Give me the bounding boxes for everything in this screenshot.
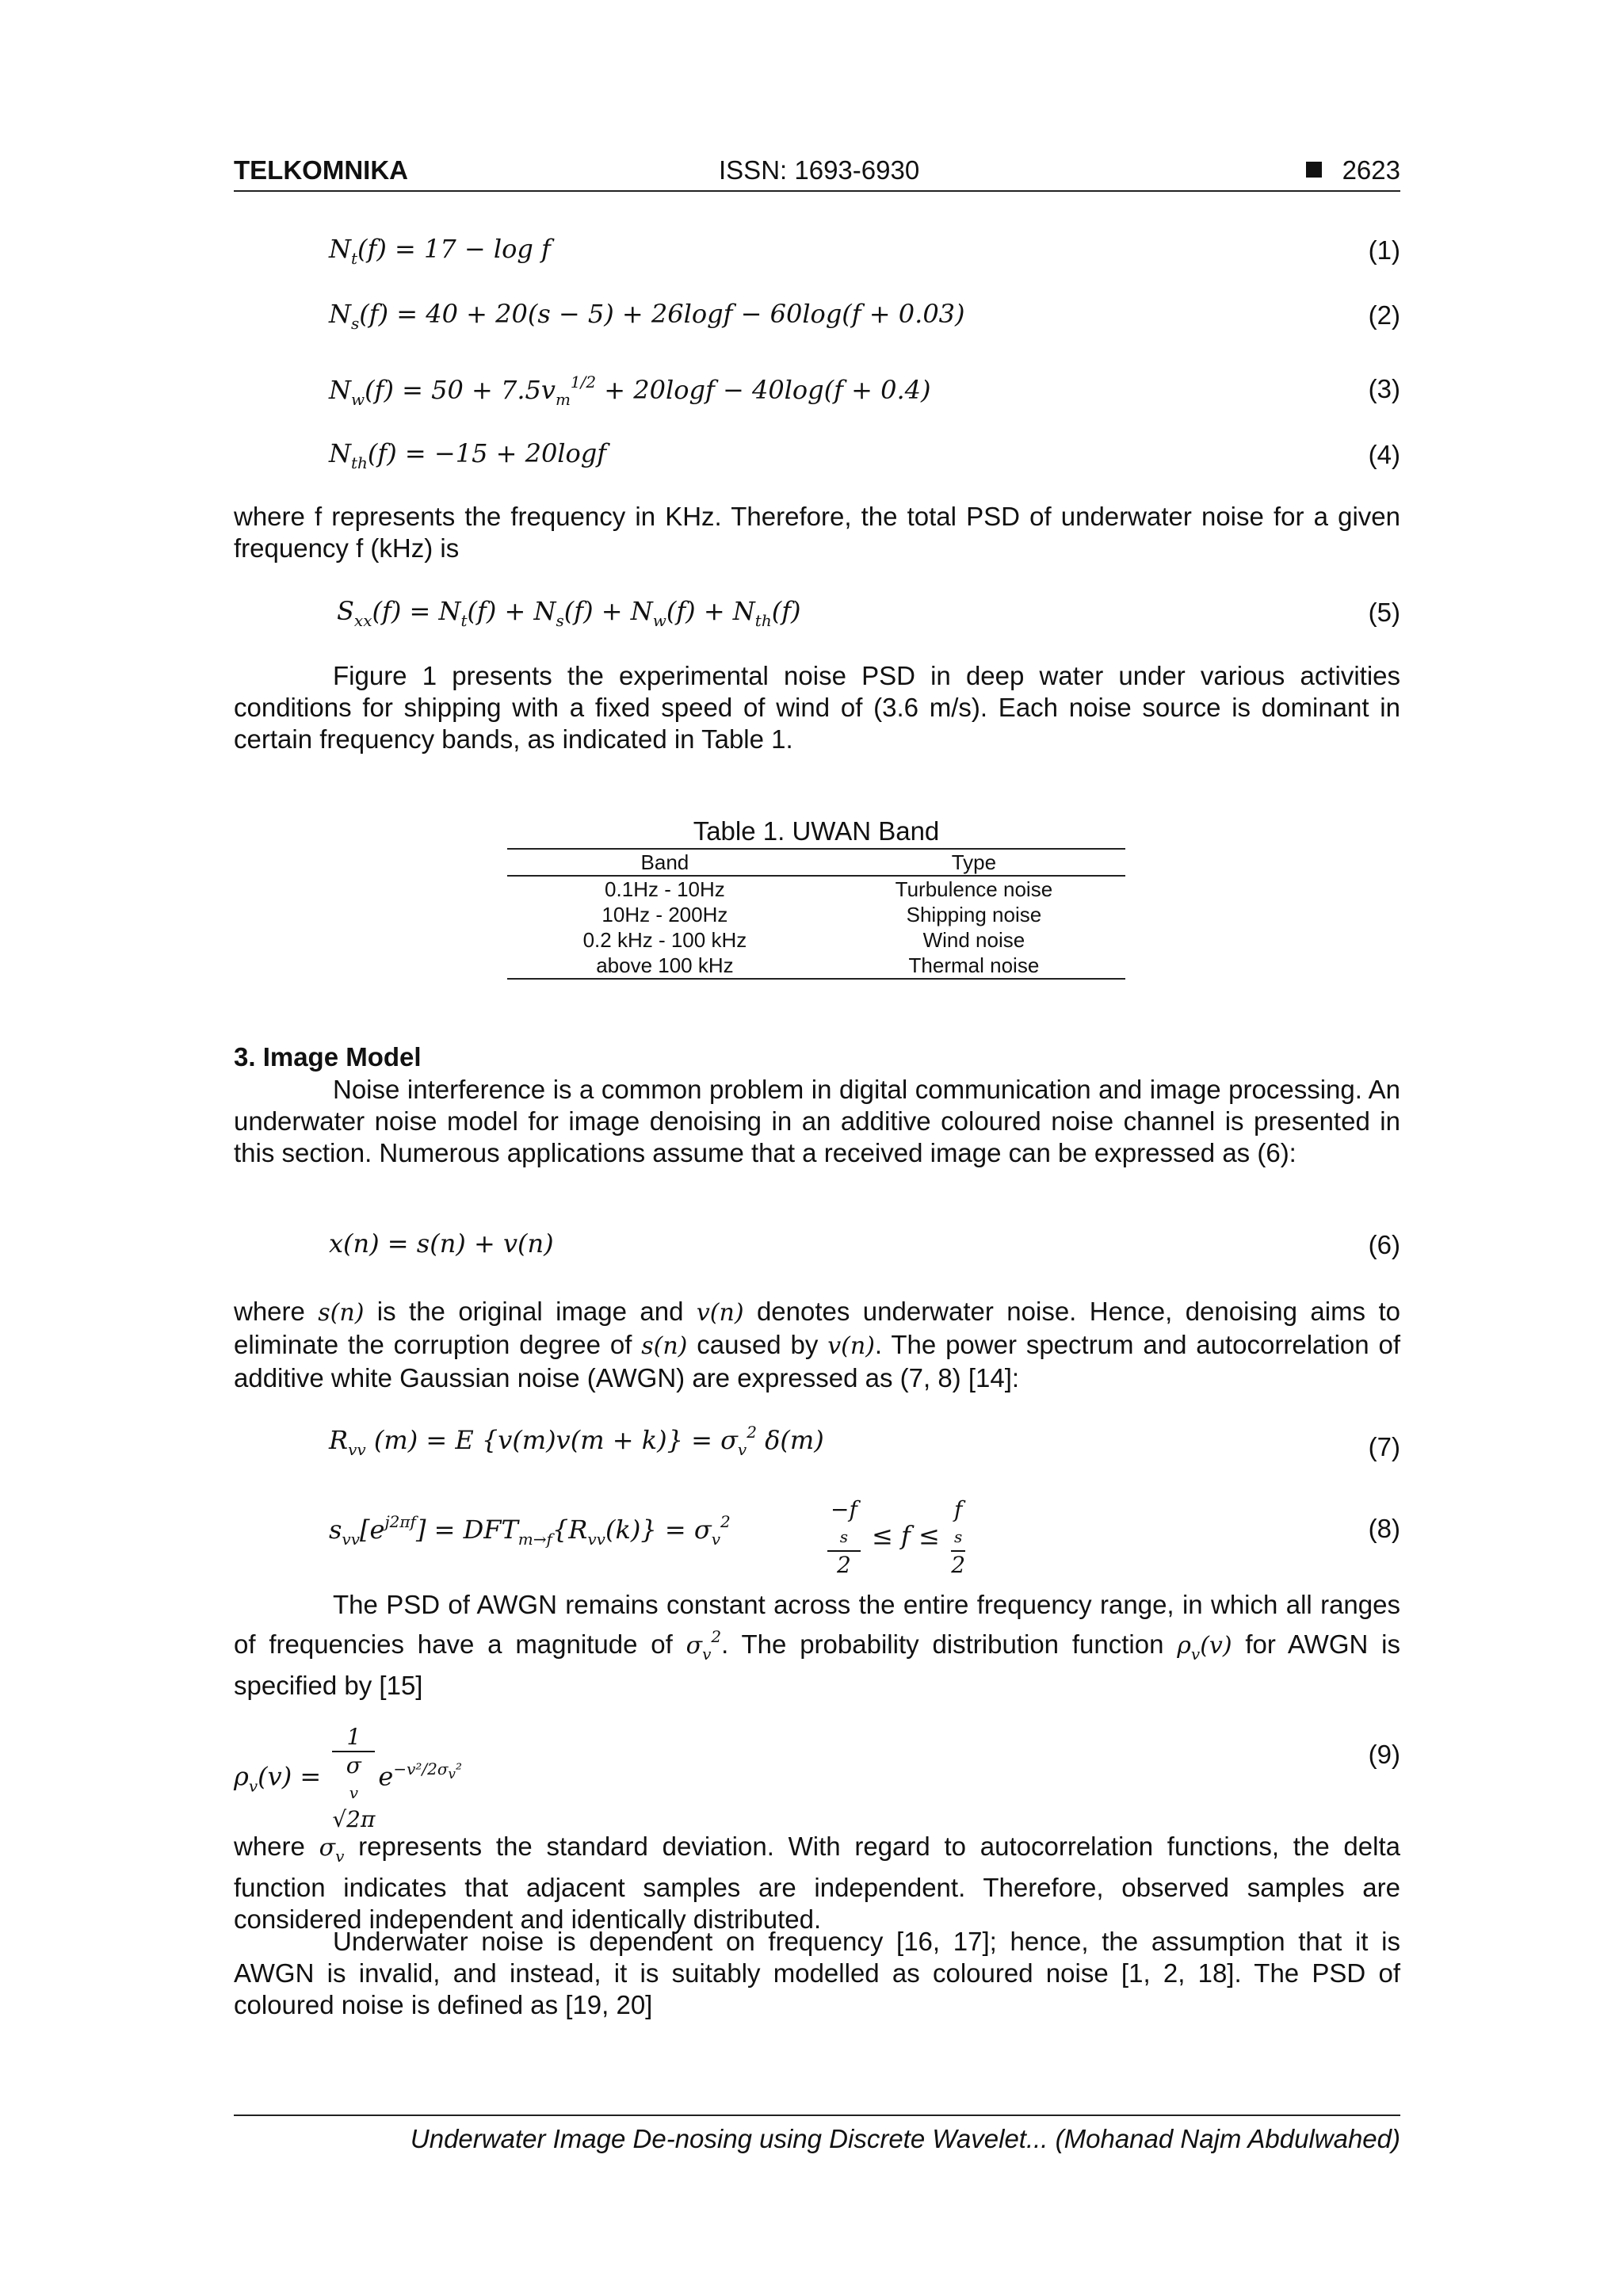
equation-9 xyxy=(234,1716,1400,1832)
table-cell-band: 10Hz - 200Hz xyxy=(601,902,728,926)
table-cell-band: 0.2 kHz - 100 kHz xyxy=(582,927,747,952)
inline-math: s(n) xyxy=(641,1332,688,1360)
equation-7-formula: $R_{vv}$ (m) = E $\{v(m)v(m + k)\} = \sigma_v^2$ δ(m) xyxy=(329,1423,824,1459)
table-cell-type: Thermal noise xyxy=(823,953,1125,979)
table-1 xyxy=(507,848,1125,980)
table-header-band: Band xyxy=(507,849,823,876)
running-header xyxy=(234,155,1400,192)
table-row xyxy=(507,953,1125,979)
equation-8-range: −f s 2 ≤ f ≤ f s 2 xyxy=(824,1496,968,1579)
square-bullet-icon xyxy=(1306,162,1322,178)
equation-1-formula: $N_t(f) = 17 - \log f$ xyxy=(329,234,551,268)
table-cell-type: Shipping noise xyxy=(906,902,1042,926)
equation-8-formula: $s_{vv}[e^{j2\pi f}] = DFT_{m\to f}\{R_{vv}(k)\} = \sigma_v^2$ xyxy=(329,1512,731,1549)
paragraph-original-image: where s(n) is the original image and v(n) denotes underwater noise. Hence, denoising aims to eliminate the corruption degree of s(n) caused by v(n). The power spectrum and autocorrelation of additive white Gaussian noise (AWGN) are expressed as (7, 8) [14]: xyxy=(234,1297,1400,1392)
table-cell-type: Turbulence noise xyxy=(895,877,1053,901)
equation-4 xyxy=(234,438,1400,486)
inline-math: v(n) xyxy=(696,1299,744,1327)
equation-4-formula: $N_{th}(f) = -15 + 20\log f$ xyxy=(329,438,607,472)
paragraph-figure1: Figure 1 presents the experimental noise PSD in deep water under various activities conditions for shipping with a fixed speed of wind of (3.6 m/s). Each noise source is dominant in certain frequency bands, as indicated in Table 1. xyxy=(234,661,1400,754)
equation-7 xyxy=(234,1423,1400,1470)
equation-5-number: (5) xyxy=(1368,598,1400,627)
equation-1 xyxy=(234,234,1400,281)
table-cell-band: 0.1Hz - 10Hz xyxy=(605,877,725,901)
equation-6-formula: x(n) = s(n) + v(n) xyxy=(329,1228,554,1259)
equation-3-formula: $N_w(f) = 50 + 7.5v_m^{1/2} + 20\log f - 40\log(f + 0.4)$ xyxy=(329,372,931,409)
equation-2-formula: $N_s(f) = 40 + 20(s - 5) + 26\log f - 60\log(f + 0.03)$ xyxy=(329,299,965,333)
table-row xyxy=(507,902,1125,927)
equation-6 xyxy=(234,1228,1400,1276)
paragraph-frequency: where f represents the frequency in KHz. Therefore, the total PSD of underwater noise for a given frequency f (kHz) is xyxy=(234,502,1400,563)
section-heading: 3. Image Model xyxy=(234,1042,422,1072)
table-cell-band: above 100 kHz xyxy=(507,953,823,979)
table-header-row xyxy=(507,849,1125,876)
issn: ISSN: 1693-6930 xyxy=(719,155,920,185)
inline-math: $\sigma_v$ xyxy=(319,1834,345,1866)
paragraph-std-deviation: where $\sigma_v$ represents the standard deviation. With regard to autocorrelation functions, the delta function indicates that adjacent samples are independent. Therefore, observed samples are considered independent and identically distributed. xyxy=(234,1832,1400,1934)
table-header-type: Type xyxy=(823,849,1125,876)
equation-8 xyxy=(234,1496,1400,1578)
equation-7-number: (7) xyxy=(1368,1432,1400,1461)
equation-5-formula: $S_{xx}(f) = N_t(f) + N_s(f) + N_w(f) + N_{th}(f)$ xyxy=(337,596,801,630)
equation-5 xyxy=(234,596,1400,644)
inline-math: $\rho_v(v)$ xyxy=(1177,1632,1232,1664)
inline-math: s(n) xyxy=(318,1299,365,1327)
inline-math: $\sigma_v^2$ xyxy=(685,1627,722,1664)
page-number-block xyxy=(1306,155,1400,185)
inline-math: v(n) xyxy=(827,1332,875,1360)
journal-name: TELKOMNIKA xyxy=(234,155,408,185)
equation-9-number: (9) xyxy=(1368,1740,1400,1769)
table-1-caption: Table 1. UWAN Band xyxy=(693,816,940,846)
paragraph-noise-interference: Noise interference is a common problem in digital communication and image processing. An underwater noise model for image denoising in an additive coloured noise channel is presented in this section. Numerous applications assume that a received image can be expressed as (6): xyxy=(234,1075,1400,1167)
equation-4-number: (4) xyxy=(1368,440,1400,469)
equation-2 xyxy=(234,299,1400,346)
equation-9-formula: $\rho_v(v)$ = 1 σ v √2π $e^{-v^2/2\sigma_v^2}$ xyxy=(234,1724,462,1832)
table-cell-type: Wind noise xyxy=(922,927,1025,952)
table-row xyxy=(507,876,1125,902)
paragraph-psd-awgn: The PSD of AWGN remains constant across the entire frequency range, in which all ranges of frequencies have a magnitude of $\sigma_v^2$. The probability distribution function $\rho_v(v)$ for AWGN is specified by [15] xyxy=(234,1590,1400,1700)
equation-1-number: (1) xyxy=(1368,235,1400,265)
equation-3-number: (3) xyxy=(1368,374,1400,403)
equation-2-number: (2) xyxy=(1368,300,1400,330)
equation-8-number: (8) xyxy=(1368,1514,1400,1543)
equation-6-number: (6) xyxy=(1368,1230,1400,1259)
paragraph-coloured-noise: Underwater noise is dependent on frequency [16, 17]; hence, the assumption that it is AWGN is invalid, and instead, it is suitably modelled as coloured noise [1, 2, 18]. The PSD of coloured noise is defined as [19, 20] xyxy=(234,1927,1400,2019)
running-footer xyxy=(234,2115,1400,2153)
equation-3 xyxy=(234,372,1400,420)
table-row xyxy=(507,927,1125,953)
footer-title: Underwater Image De-nosing using Discrete Wavelet... (Mohanad Najm Abdulwahed) xyxy=(410,2124,1400,2153)
page-number: 2623 xyxy=(1342,155,1400,185)
